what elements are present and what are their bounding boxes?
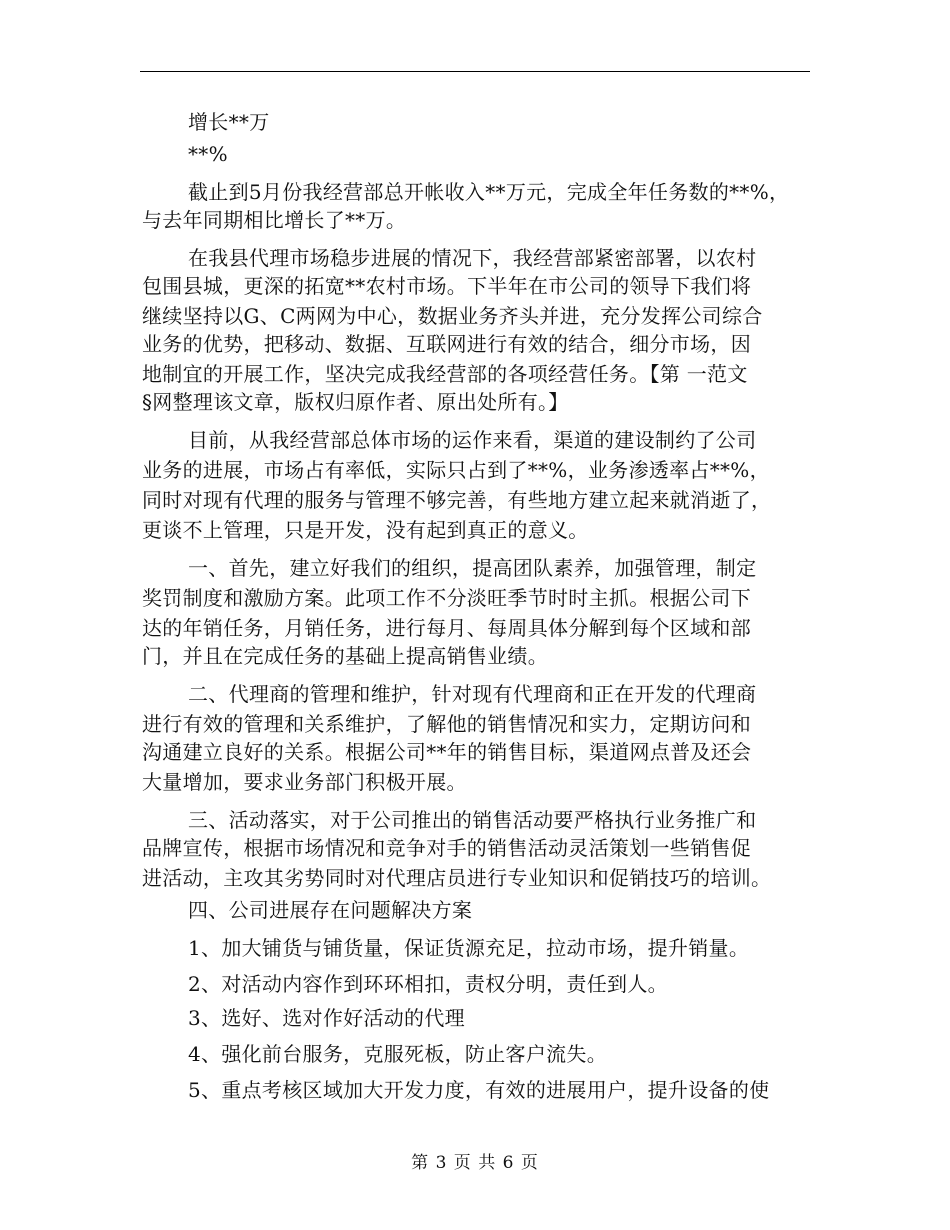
page-footer: 第 3 页 共 6 页 <box>411 1153 539 1173</box>
text-line: 门，并且在完成任务的基础上提高销售业绩。 <box>142 644 548 668</box>
text-line: 目前，从我经营部总体市场的运作来看，渠道的建设制约了公司 <box>188 428 757 452</box>
text-line: §网整理该文章，版权归原作者、原出处所有。】 <box>142 390 569 414</box>
text-line: 增长**万 <box>188 110 270 134</box>
text-line: 沟通建立良好的关系。根据公司**年的销售目标，渠道网点普及还会 <box>142 740 752 764</box>
text-line: 2、对活动内容作到环环相扣，责权分明，责任到人。 <box>188 972 668 996</box>
text-line: 3、选好、选对作好活动的代理 <box>188 1006 465 1030</box>
text-line: 包围县城，更深的拓宽**农村市场。下半年在市公司的领导下我们将 <box>142 274 752 298</box>
text-line: 二、代理商的管理和维护，针对现有代理商和正在开发的代理商 <box>188 682 757 706</box>
text-line: 同时对现有代理的服务与管理不够完善，有些地方建立起来就消逝了， <box>142 488 772 512</box>
text-line: 5、重点考核区域加大开发力度，有效的进展用户，提升设备的使 <box>188 1078 770 1102</box>
text-line: **% <box>188 142 228 166</box>
text-line: 一、首先，建立好我们的组织，提高团队素养，加强管理，制定 <box>188 556 757 580</box>
text-line: 业务的进展，市场占有率低，实际只占到了**%，业务渗透率占**%， <box>142 458 770 482</box>
text-line: 地制宜的开展工作，坚决完成我经营部的各项经营任务。【第 一范文 <box>142 362 748 386</box>
text-line: 继续坚持以G、C两网为中心，数据业务齐头并进，充分发挥公司综合 <box>142 304 763 328</box>
text-line: 品牌宣传，根据市场情况和竞争对手的销售活动灵活策划一些销售促 <box>142 836 751 860</box>
text-line: 在我县代理市场稳步进展的情况下，我经营部紧密部署，以农村 <box>188 246 757 270</box>
header-rule <box>140 71 810 72</box>
text-line: 大量增加，要求业务部门积极开展。 <box>142 770 467 794</box>
text-line: 1、加大铺货与铺货量，保证货源充足，拉动市场，提升销量。 <box>188 936 750 960</box>
text-line: 业务的优势，把移动、数据、互联网进行有效的结合，细分市场，因 <box>142 332 751 356</box>
text-line: 更谈不上管理，只是开发，没有起到真正的意义。 <box>142 518 589 542</box>
text-line: 四、公司进展存在问题解决方案 <box>188 898 473 922</box>
text-line: 进活动，主攻其劣势同时对代理店员进行专业知识和促销技巧的培训。 <box>142 866 772 890</box>
text-line: 奖罚制度和激励方案。此项工作不分淡旺季节时时主抓。根据公司下 <box>142 586 751 610</box>
text-line: 三、活动落实，对于公司推出的销售活动要严格执行业务推广和 <box>188 808 757 832</box>
text-line: 进行有效的管理和关系维护，了解他的销售情况和实力，定期访问和 <box>142 712 751 736</box>
text-line: 4、强化前台服务，克服死板，防止客户流失。 <box>188 1042 608 1066</box>
text-line: 截止到5月份我经营部总开帐收入**万元，完成全年任务数的**%， <box>188 180 790 204</box>
text-line: 与去年同期相比增长了**万。 <box>142 208 407 232</box>
text-line: 达的年销任务，月销任务，进行每月、每周具体分解到每个区域和部 <box>142 616 751 640</box>
